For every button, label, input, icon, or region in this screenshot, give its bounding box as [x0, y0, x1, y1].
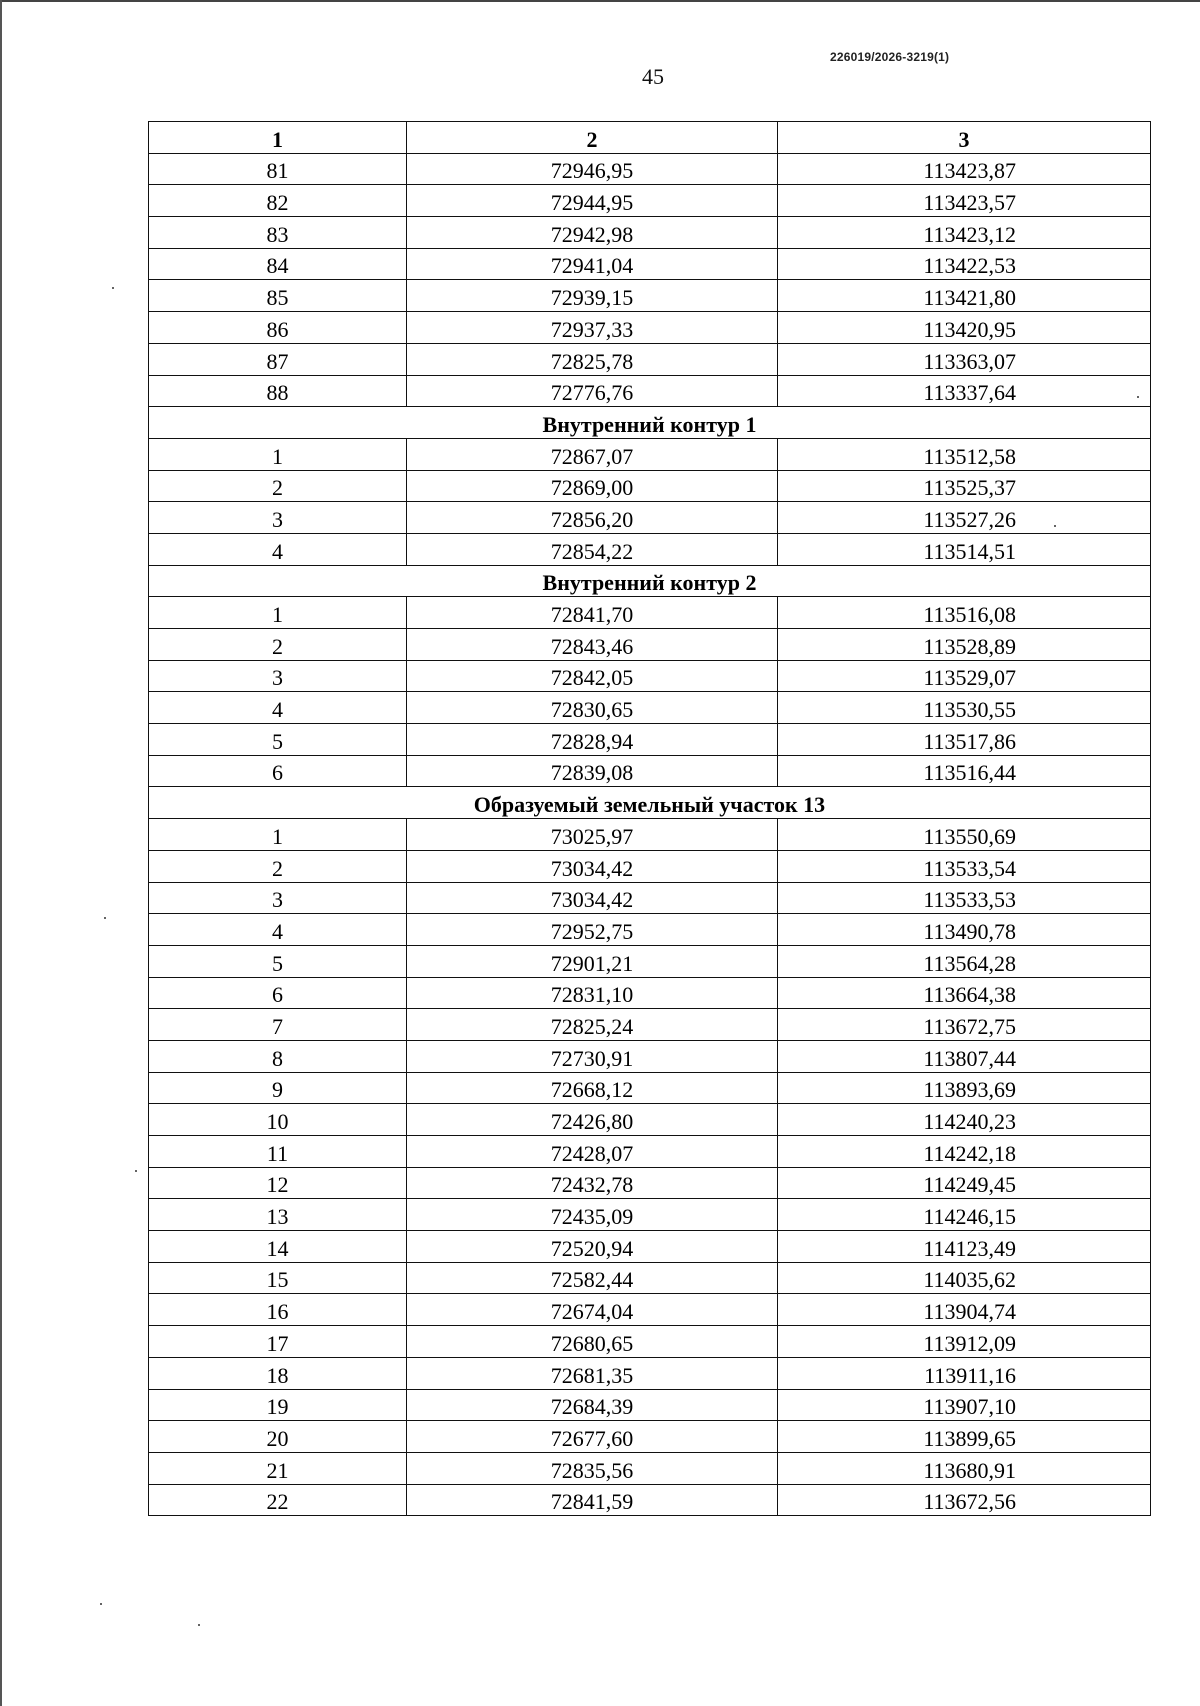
point-number: 17 — [149, 1326, 407, 1358]
coordinate-x: 72946,95 — [407, 153, 778, 185]
table-row — [149, 1167, 1151, 1199]
table-row — [149, 724, 1151, 756]
scan-speck — [135, 1170, 137, 1172]
coordinate-y: 113533,54 — [778, 850, 1151, 882]
table-row — [149, 1357, 1151, 1389]
table-row — [149, 1231, 1151, 1263]
coordinate-y: 113911,16 — [778, 1357, 1151, 1389]
table-row — [149, 1199, 1151, 1231]
coordinate-x: 72854,22 — [407, 533, 778, 565]
point-number: 2 — [149, 850, 407, 882]
coordinate-x: 72680,65 — [407, 1326, 778, 1358]
coordinate-y: 113529,07 — [778, 660, 1151, 692]
point-number: 4 — [149, 533, 407, 565]
coordinate-y: 113421,80 — [778, 280, 1151, 312]
point-number: 6 — [149, 755, 407, 787]
point-number: 83 — [149, 217, 407, 249]
coordinate-x: 72825,24 — [407, 1009, 778, 1041]
coordinate-y: 113422,53 — [778, 248, 1151, 280]
table-row — [149, 1484, 1151, 1516]
coordinate-y: 113423,57 — [778, 185, 1151, 217]
coordinate-y: 113904,74 — [778, 1294, 1151, 1326]
coordinate-y: 113899,65 — [778, 1421, 1151, 1453]
coordinates-table — [148, 121, 1151, 1516]
scan-speck — [1137, 396, 1139, 398]
coordinate-x: 72426,80 — [407, 1104, 778, 1136]
table-row — [149, 755, 1151, 787]
scan-speck — [100, 1603, 102, 1605]
coordinate-y: 113423,12 — [778, 217, 1151, 249]
point-number: 18 — [149, 1357, 407, 1389]
section-row — [149, 787, 1151, 819]
coordinate-x: 72941,04 — [407, 248, 778, 280]
coordinate-x: 72869,00 — [407, 470, 778, 502]
point-number: 3 — [149, 660, 407, 692]
document-id: 226019/2026-3219(1) — [830, 50, 950, 64]
point-number: 2 — [149, 470, 407, 502]
coordinate-x: 72684,39 — [407, 1389, 778, 1421]
point-number: 88 — [149, 375, 407, 407]
table-row — [149, 1136, 1151, 1168]
coordinate-y: 113672,56 — [778, 1484, 1151, 1516]
point-number: 3 — [149, 882, 407, 914]
coordinate-y: 113527,26 — [778, 502, 1151, 534]
point-number: 11 — [149, 1136, 407, 1168]
coordinate-y: 113490,78 — [778, 914, 1151, 946]
coordinate-y: 113363,07 — [778, 343, 1151, 375]
point-number: 5 — [149, 945, 407, 977]
point-number: 1 — [149, 438, 407, 470]
point-number: 1 — [149, 597, 407, 629]
table-row — [149, 914, 1151, 946]
point-number: 84 — [149, 248, 407, 280]
table-row — [149, 629, 1151, 661]
coordinate-y: 114242,18 — [778, 1136, 1151, 1168]
coordinate-x: 72830,65 — [407, 692, 778, 724]
coordinate-x: 72942,98 — [407, 217, 778, 249]
coordinate-x: 73034,42 — [407, 882, 778, 914]
coordinate-y: 113680,91 — [778, 1452, 1151, 1484]
coordinate-x: 72428,07 — [407, 1136, 778, 1168]
coordinate-y: 113516,44 — [778, 755, 1151, 787]
coordinate-x: 72839,08 — [407, 755, 778, 787]
left-scan-edge — [0, 0, 2, 1706]
coordinate-x: 72677,60 — [407, 1421, 778, 1453]
coordinate-x: 72825,78 — [407, 343, 778, 375]
point-number: 85 — [149, 280, 407, 312]
point-number: 1 — [149, 819, 407, 851]
coordinate-x: 72520,94 — [407, 1231, 778, 1263]
coordinate-y: 113337,64 — [778, 375, 1151, 407]
point-number: 8 — [149, 1040, 407, 1072]
point-number: 6 — [149, 977, 407, 1009]
point-number: 22 — [149, 1484, 407, 1516]
coordinate-y: 113512,58 — [778, 438, 1151, 470]
table-row — [149, 1421, 1151, 1453]
table-row — [149, 248, 1151, 280]
coordinate-x: 72867,07 — [407, 438, 778, 470]
table-row — [149, 185, 1151, 217]
coordinate-y: 113423,87 — [778, 153, 1151, 185]
coordinate-y: 113550,69 — [778, 819, 1151, 851]
coordinate-x: 72842,05 — [407, 660, 778, 692]
table-row — [149, 375, 1151, 407]
point-number: 12 — [149, 1167, 407, 1199]
top-scan-edge — [0, 0, 1200, 2]
table-row — [149, 280, 1151, 312]
point-number: 82 — [149, 185, 407, 217]
coordinate-x: 72435,09 — [407, 1199, 778, 1231]
point-number: 87 — [149, 343, 407, 375]
table-body — [149, 153, 1151, 1516]
coordinate-y: 113528,89 — [778, 629, 1151, 661]
scan-speck — [198, 1624, 200, 1626]
point-number: 9 — [149, 1072, 407, 1104]
coordinate-y: 114123,49 — [778, 1231, 1151, 1263]
coordinate-y: 113420,95 — [778, 312, 1151, 344]
table-row — [149, 153, 1151, 185]
coordinate-x: 72939,15 — [407, 280, 778, 312]
point-number: 7 — [149, 1009, 407, 1041]
table-row — [149, 660, 1151, 692]
coordinate-y: 113807,44 — [778, 1040, 1151, 1072]
point-number: 14 — [149, 1231, 407, 1263]
table-row — [149, 312, 1151, 344]
table-row — [149, 692, 1151, 724]
section-title: Внутренний контур 1 — [149, 407, 1151, 439]
scan-speck — [1054, 525, 1056, 527]
table-row — [149, 438, 1151, 470]
table-row — [149, 1072, 1151, 1104]
table-row — [149, 597, 1151, 629]
coordinate-x: 72582,44 — [407, 1262, 778, 1294]
table-row — [149, 1104, 1151, 1136]
coordinate-y: 113564,28 — [778, 945, 1151, 977]
coordinate-x: 72828,94 — [407, 724, 778, 756]
coordinate-y: 113893,69 — [778, 1072, 1151, 1104]
point-number: 4 — [149, 914, 407, 946]
point-number: 5 — [149, 724, 407, 756]
table-row — [149, 343, 1151, 375]
coordinate-x: 72730,91 — [407, 1040, 778, 1072]
coordinate-x: 72856,20 — [407, 502, 778, 534]
coordinate-x: 72841,70 — [407, 597, 778, 629]
table-row — [149, 1389, 1151, 1421]
table-row — [149, 882, 1151, 914]
table-row — [149, 850, 1151, 882]
section-row — [149, 565, 1151, 597]
point-number: 20 — [149, 1421, 407, 1453]
coordinate-x: 72901,21 — [407, 945, 778, 977]
table-row — [149, 819, 1151, 851]
coordinate-y: 113517,86 — [778, 724, 1151, 756]
coordinate-x: 72831,10 — [407, 977, 778, 1009]
coordinate-y: 113912,09 — [778, 1326, 1151, 1358]
coordinate-y: 113533,53 — [778, 882, 1151, 914]
point-number: 10 — [149, 1104, 407, 1136]
table-row — [149, 470, 1151, 502]
coordinate-x: 72937,33 — [407, 312, 778, 344]
point-number: 21 — [149, 1452, 407, 1484]
table-row — [149, 502, 1151, 534]
column-header-2: 2 — [407, 122, 778, 154]
coordinate-y: 113672,75 — [778, 1009, 1151, 1041]
point-number: 13 — [149, 1199, 407, 1231]
section-row — [149, 407, 1151, 439]
point-number: 3 — [149, 502, 407, 534]
coordinate-x: 72835,56 — [407, 1452, 778, 1484]
coordinate-y: 113514,51 — [778, 533, 1151, 565]
table-row — [149, 1326, 1151, 1358]
table-row — [149, 945, 1151, 977]
coordinate-x: 72674,04 — [407, 1294, 778, 1326]
coordinate-x: 72776,76 — [407, 375, 778, 407]
coordinate-x: 72681,35 — [407, 1357, 778, 1389]
column-header-3: 3 — [778, 122, 1151, 154]
coordinate-x: 72843,46 — [407, 629, 778, 661]
table-row — [149, 977, 1151, 1009]
scan-speck — [104, 917, 106, 919]
coordinate-x: 72952,75 — [407, 914, 778, 946]
coordinate-y: 114035,62 — [778, 1262, 1151, 1294]
table-row — [149, 1040, 1151, 1072]
point-number: 2 — [149, 629, 407, 661]
point-number: 86 — [149, 312, 407, 344]
table-row — [149, 217, 1151, 249]
table-row — [149, 1262, 1151, 1294]
coordinate-y: 113530,55 — [778, 692, 1151, 724]
table-row — [149, 1452, 1151, 1484]
column-header-1: 1 — [149, 122, 407, 154]
coordinate-x: 72432,78 — [407, 1167, 778, 1199]
coordinate-y: 114240,23 — [778, 1104, 1151, 1136]
point-number: 16 — [149, 1294, 407, 1326]
table-row — [149, 533, 1151, 565]
table-header-row — [149, 122, 1151, 154]
coordinate-x: 73034,42 — [407, 850, 778, 882]
coordinate-x: 73025,97 — [407, 819, 778, 851]
point-number: 4 — [149, 692, 407, 724]
coordinate-y: 113516,08 — [778, 597, 1151, 629]
coordinate-x: 72841,59 — [407, 1484, 778, 1516]
point-number: 81 — [149, 153, 407, 185]
point-number: 15 — [149, 1262, 407, 1294]
coordinate-y: 113664,38 — [778, 977, 1151, 1009]
scan-speck — [112, 287, 114, 289]
coordinate-y: 113907,10 — [778, 1389, 1151, 1421]
coordinate-x: 72668,12 — [407, 1072, 778, 1104]
coordinate-y: 114249,45 — [778, 1167, 1151, 1199]
point-number: 19 — [149, 1389, 407, 1421]
coordinate-x: 72944,95 — [407, 185, 778, 217]
table-row — [149, 1009, 1151, 1041]
page-number: 45 — [642, 64, 664, 89]
section-title: Образуемый земельный участок 13 — [149, 787, 1151, 819]
coordinate-y: 113525,37 — [778, 470, 1151, 502]
section-title: Внутренний контур 2 — [149, 565, 1151, 597]
table-row — [149, 1294, 1151, 1326]
coordinate-y: 114246,15 — [778, 1199, 1151, 1231]
